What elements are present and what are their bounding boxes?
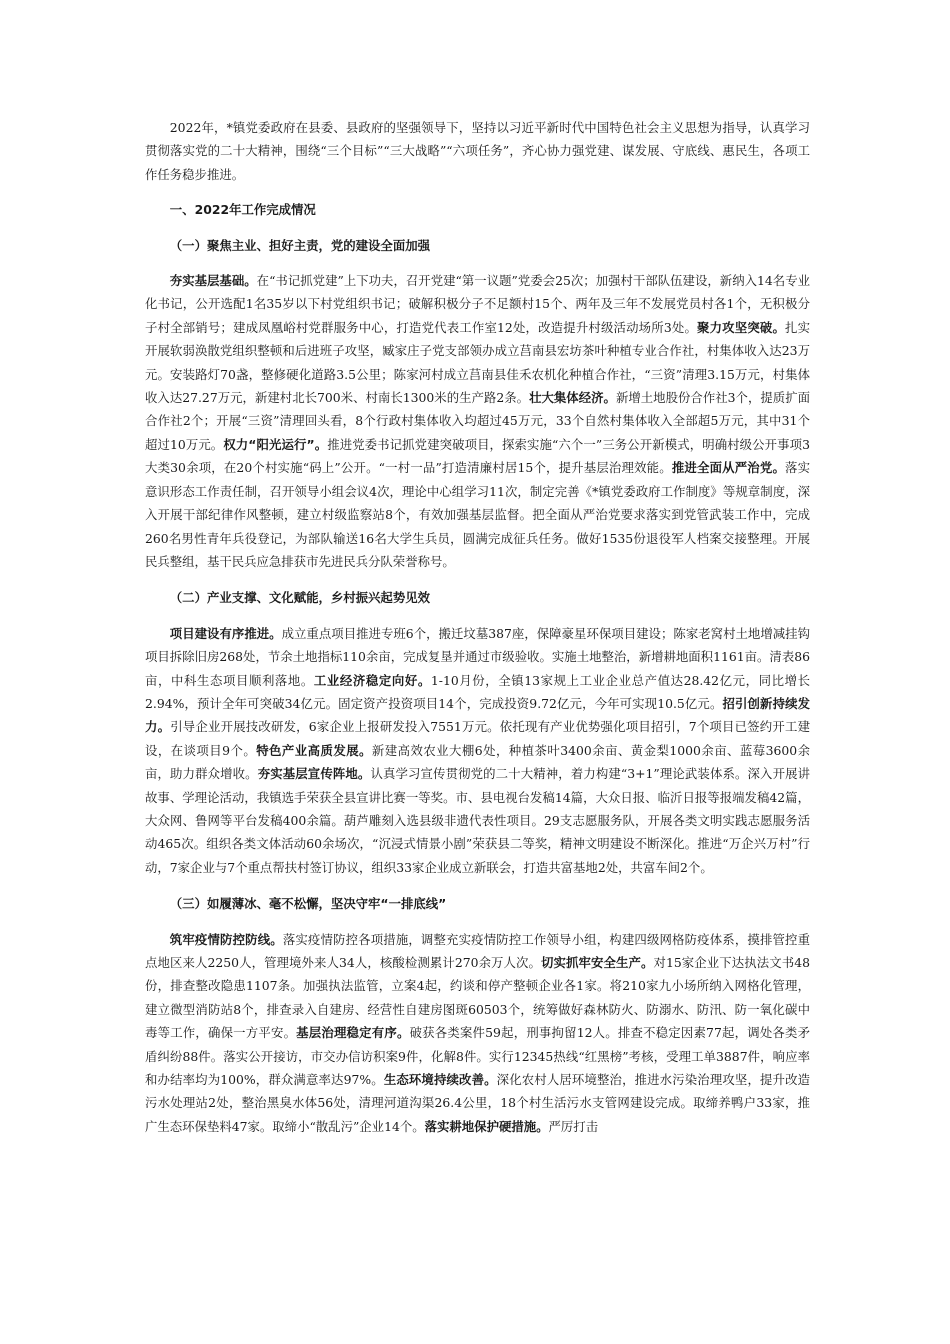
sub1-text-3: 新增土地股份合作社3个，提质扩面合作社2个；开展“三资”清理回头看，8个行政村集体收入均超过45万元，33个自然村集体收入全部超5万元，其中31个超过10万元。 — [145, 390, 810, 452]
sub3-lead-2: 切实抓牢安全生产。 — [541, 955, 654, 970]
sub1-lead-5: 推进全面从严治党。 — [671, 460, 786, 476]
section1-title: 一、2022年工作完成情况 — [169, 202, 316, 218]
sub1-lead-2: 聚力攻坚突破。 — [697, 319, 786, 335]
sub2-text-4: 新建高效农业大棚6处，种植茶叶3400余亩、黄金梨1000余亩、蓝莓3600余亩，助力群众增收。 — [145, 742, 811, 782]
sub3-text-3: 破获各类案件59起，刑事拘留12人。排查不稳定因素77起，调处各类矛盾纠纷88件。落实公开接访，市交办信访积案9件，化解8件。实行12345热线“红黑榜”考核，受理工单3887件，响应率和办结率均为100%，群众满意率达97%。 — [145, 1025, 811, 1088]
sub2-lead-2: 工业经济稳定向好。 — [313, 672, 431, 688]
sub1-paragraph — [145, 269, 810, 573]
sub3-text-2: 对15家企业下达执法文书48份，排查整改隐患1107条。加强执法监管，立案4起，约谈和停产整顿企业各1家。将210家九小场所纳入网格化管理，建立微型消防站8个，排查录入自建房、经营性自建房图斑60503个，统筹做好森林防火、防溺水、防汛、防一氧化碳中毒等工作，确保一方平安。 — [145, 955, 810, 1041]
sub2-title: （二）产业支撑、文化赋能，乡村振兴起势见效 — [169, 590, 430, 606]
sub1-title: （一）聚焦主业、担好主责，党的建设全面加强 — [169, 237, 430, 253]
sub2-text-5: 认真学习宣传贯彻党的二十大精神，着力构建“3+1”理论武装体系。深入开展讲故事、学理论活动，我镇选手荣获全县宣讲比赛一等奖。市、县电视台发稿14篇，大众日报、临沂日报等报端发稿42篇，大众网、鲁网等平台发稿400余篇。葫芦雕刻入选县级非遗代表性项目。29支志愿服务队，开展各类文明实践志愿服务活动465次。组织各类文体活动60余场次，“沉浸式情景小剧”荣获县二等奖，精神文明建设不断深化。推进“万企兴万村”行动，7家企业与7个重点帮扶村签订协议，组织33家企业成立新联会，打造共富基地2处，共富车间2个。 — [145, 766, 811, 875]
document-page — [145, 116, 810, 1138]
sub1-text-2: 扎实开展软弱涣散党组织整顿和后进班子攻坚，臧家庄子党支部领办成立莒南县宏坊茶叶种植专业合作社，村集体收入达23万元。安装路灯70盏，整修硬化道路3.5公里；陈家河村成立莒南县佳禾农机化种植合作社，“三资”清理3.15万元，村集体收入达27.27万元，新建村北长700米、村南长1300米的生产路2条。 — [145, 319, 811, 406]
sub2-lead-1: 项目建设有序推进。 — [169, 625, 282, 641]
sub1-text-1: 在“书记抓党建”上下功夫，召开党建“第一议题”党委会25次；加强村干部队伍建设，新纳入14名专业化书记，公开选配1名35岁以下村党组织书记；破解积极分子不足额村15个、两年及三年不发展党员村各1个，无积极分子村全部销号；建成凤凰峪村党群服务中心，打造党代表工作室12处，改造提升村级活动场所3处。 — [145, 273, 811, 335]
sub2-lead-5: 夯实基层宣传阵地。 — [257, 766, 371, 782]
sub1-lead-3: 壮大集体经济。 — [529, 390, 616, 406]
sub2-text-3: 引导企业开展技改研发，6家企业上报研发投入7551万元。依托现有产业优势强化项目招引，7个项目已签约开工建设，在谈项目9个。 — [145, 719, 810, 758]
sub3-text-4: 深化农村人居环境整治，推进水污染治理攻坚，提升改造污水处理站2处，整治黑臭水体56处，清理河道沟渠26.4公里，18个村生活污水支管网建设完成。取缔养鸭户33家，推广生态环保垫料47家。取缔小“散乱污”企业14个。 — [145, 1072, 811, 1134]
sub1-text-5: 落实意识形态工作责任制，召开领导小组会议4次，理论中心组学习11次，制定完善《*镇党委政府工作制度》等规章制度，深入开展干部纪律作风整顿，建立村级监察站8个，有效加强基层监督。把全面从严治党要求落实到党管武装工作中，完成260名男性青年兵役登记，为部队输送16名大学生兵员，圆满完成征兵任务。做好1535份退役军人档案交接整理。开展民兵整组，基干民兵应急排获市先进民兵分队荣誉称号。 — [145, 460, 811, 569]
sub3-paragraph — [145, 928, 810, 1139]
sub3-lead-5: 落实耕地保护硬措施。 — [424, 1118, 549, 1134]
sub2-lead-3: 招引创新持续发力。 — [145, 695, 811, 735]
sub3-lead-3: 基层治理稳定有序。 — [296, 1025, 410, 1041]
sub1-text-4: 推进党委书记抓党建突破项目，探索实施“六个一”三务公开新模式，明确村级公开事项3大类30余项，在20个村实施“码上”公开。“一村一品”打造清廉村居15个，提升基层治理效能。 — [145, 436, 810, 476]
sub3-lead-4: 生态环境持续改善。 — [383, 1072, 497, 1088]
intro-paragraph: 2022年，*镇党委政府在县委、县政府的坚强领导下，坚持以习近平新时代中国特色社会主义思想为指导，认真学习贯彻落实党的二十大精神，围绕“三个目标”“三大战略”“六项任务”，齐心协力强党建、谋发展、守底线、惠民生，各项工作任务稳步推进。 — [145, 120, 810, 182]
sub2-lead-4: 特色产业高质发展。 — [256, 742, 372, 758]
sub3-title: （三）如履薄冰、毫不松懈，坚决守牢“一排底线” — [169, 896, 447, 912]
sub2-text-1: 成立重点项目推进专班6个，搬迁坟墓387座，保障豪星环保项目建设；陈家老窝村土地增减挂钩项目拆除旧房268处，节余土地指标110余亩，完成复垦并通过市级验收。实施土地整治，新增耕地面积1161亩。清表86亩，中科生态项目顺利落地。 — [145, 625, 810, 688]
sub3-text-5: 严厉打击 — [548, 1118, 599, 1134]
sub1-lead-1: 夯实基层基础。 — [169, 273, 257, 289]
sub1-lead-4: 权力“阳光运行”。 — [223, 436, 328, 452]
sub2-text-2: 1-10月份，全镇13家规上工业企业总产值达28.42亿元，同比增长2.94%，预计全年可突破34亿元。固定资产投资项目14个，完成投资9.72亿元，今年可实现10.5亿元。 — [145, 672, 811, 711]
sub3-text-1: 落实疫情防控各项措施，调整充实疫情防控工作领导小组，构建四级网格防疫体系，摸排管控重点地区来人2250人，管理境外来人34人，核酸检测累计270余万人次。 — [145, 931, 811, 970]
sub2-paragraph — [145, 622, 810, 879]
sub3-lead-1: 筑牢疫情防控防线。 — [169, 931, 283, 947]
